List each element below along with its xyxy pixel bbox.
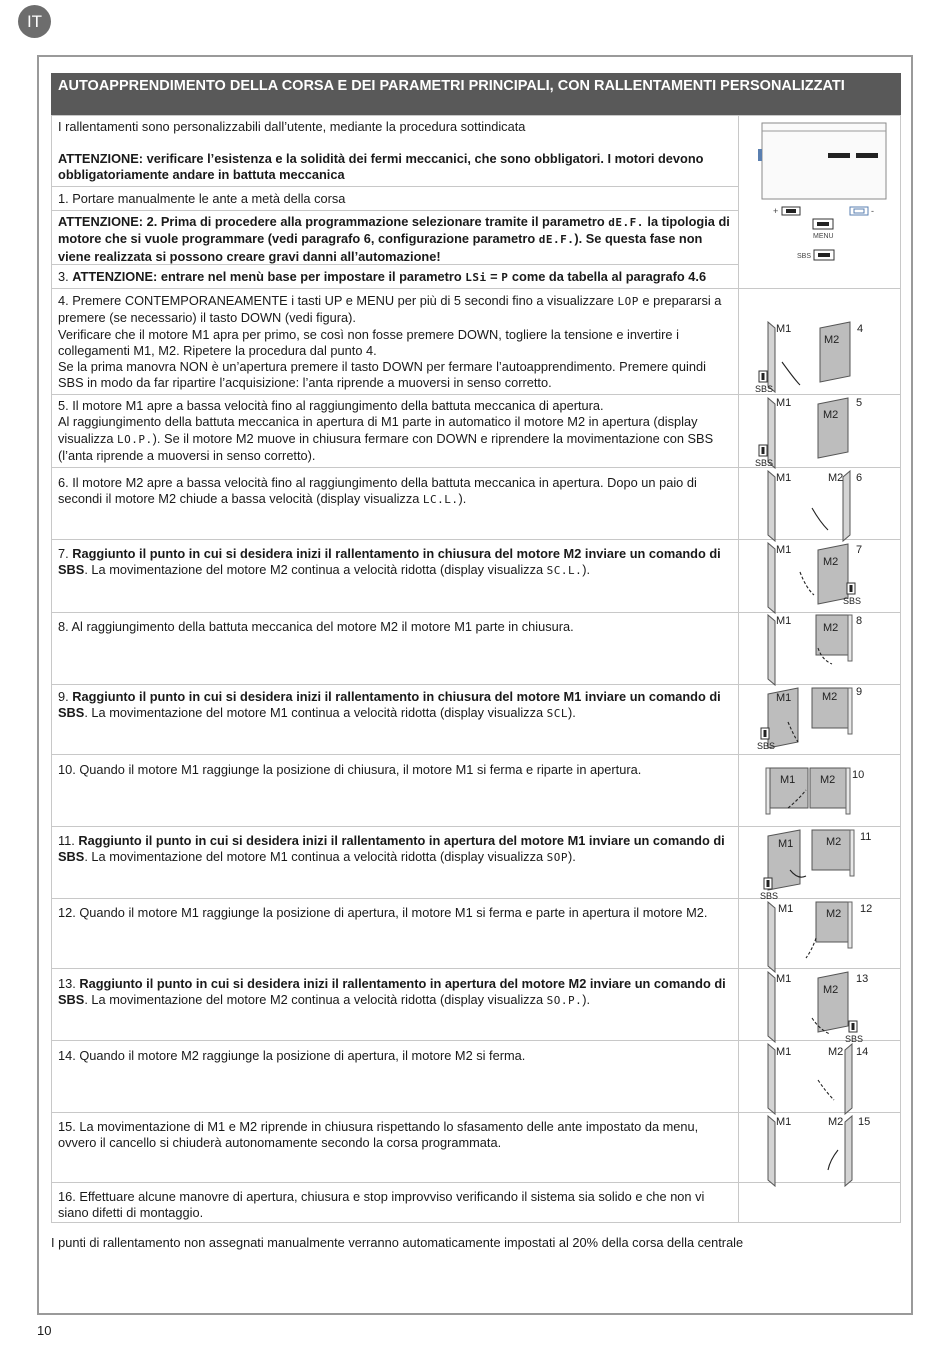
motor-label-m2: M2 (828, 1116, 844, 1128)
movement-arrow-icon (818, 1080, 834, 1100)
display-code: LOP (617, 295, 639, 308)
display-code: LSi (465, 271, 487, 284)
gate-leaf-moving (818, 398, 848, 458)
motor-label-m1: M1 (776, 397, 792, 409)
sbs-label: SBS (760, 891, 779, 901)
step-14: 14. Quando il motore M2 raggiunge la posizione di apertura, il motore M2 si ferma. (58, 1048, 526, 1063)
step-2: ATTENZIONE: 2. Prima di procedere alla programmazione selezionare tramite il parametro dE.F. la tipologia di motore che si vuole programmare (vedi paragrafo 6, configurazione parametro dE.F.). Se questa fase non viene realizzata si possono creare gravi danni all’automazione! (58, 214, 730, 264)
figure-number: 4 (857, 323, 864, 335)
step-16: 16. Effettuare alcune manovre di apertura, chiusura e stop improvviso verificando il sistema sia solido e che non vi siano difetti di montaggio. (58, 1189, 705, 1221)
step-9: 9. Raggiunto il punto in cui si desidera inizi il rallentamento in chiusura del motore M1 inviare un comando di SBS. La movimentazione del motore M1 continua a velocità ridotta (display visualizza SCL). (58, 689, 721, 721)
gate-leaf-open (768, 322, 775, 392)
motor-label-m1: M1 (776, 1116, 792, 1128)
movement-arrow-icon (782, 362, 800, 385)
motor-label-m2: M2 (823, 409, 839, 421)
movement-arrow-icon (828, 1150, 838, 1170)
sbs-button-icon (850, 585, 853, 592)
figure-number: 10 (852, 769, 865, 781)
display-code: SO.P. (546, 994, 583, 1008)
motor-label-m2: M2 (828, 472, 844, 484)
motor-label-m2: M2 (824, 334, 840, 346)
section-title: AUTOAPPRENDIMENTO DELLA CORSA E DEI PARAMETRI PRINCIPALI, CON RALLENTAMENTI PERSONALIZZATI (51, 73, 901, 115)
gate-post (848, 615, 852, 661)
step-13: 13. Raggiunto il punto in cui si desidera inizi il rallentamento in apertura del motore M2 inviare un comando di SBS. La movimentazione del motore M2 continua a velocità ridotta (display visualizza SO.P.). (58, 976, 726, 1008)
page-number: 10 (37, 1323, 52, 1338)
motor-label-m1: M1 (776, 544, 792, 556)
motor-label-m1: M1 (776, 472, 792, 484)
warning-text: ATTENZIONE: verificare l’esistenza e la solidità dei fermi meccanici, che sono obbligatori. I motori devono obbligatoriamente andare in battuta meccanica (58, 151, 704, 183)
footer-note: I punti di rallentamento non assegnati manualmente verranno automaticamente impostati al 20% della corsa della centrale (51, 1235, 744, 1250)
gate-post (848, 902, 852, 948)
figure-number: 13 (856, 973, 869, 985)
step-12: 12. Quando il motore M1 raggiunge la posizione di apertura, il motore M1 si ferma e parte in apertura il motore M2. (58, 905, 708, 920)
step-6: 6. Il motore M2 apre a bassa velocità fino al raggiungimento della battuta meccanica in apertura. Dopo un paio di secondi il motore M2 chiude a bassa velocità (display visualizza LC.L.). (58, 475, 697, 507)
figure-number: 14 (856, 1046, 869, 1058)
gate-leaf-open (845, 1116, 852, 1186)
step-4: 4. Premere CONTEMPORANEAMENTE i tasti UP e MENU per più di 5 secondi fino a visualizzare LOP e prepararsi a premere (se necessario) il tasto DOWN (vedi figura). Verificare che il motore M1 apra per primo, se così non fosse premere DOWN, togliere la tensione e invertire i collegamenti M1, M2. Ripetere la procedura dal punto 4. Se la prima manovra NON è un’apertura premere il tasto DOWN per fermare l’autoapprendimento. Premere quindi SBS in modo da far ripartire l’acquisizione: l’anta riprende a muoversi in senso corretto. (58, 293, 722, 391)
motor-label-m1: M1 (776, 692, 792, 704)
gate-leaf-open (768, 972, 775, 1042)
display-code: P (501, 271, 509, 284)
motor-label-m2: M2 (820, 774, 836, 786)
motor-label-m2: M2 (822, 691, 838, 703)
minus-label: - (871, 206, 874, 216)
gate-post (846, 768, 850, 814)
motor-label-m1: M1 (778, 838, 794, 850)
sbs-label: SBS (843, 596, 862, 606)
gate-post (850, 830, 854, 876)
gate-leaf-open (768, 1044, 775, 1114)
motor-label-m1: M1 (780, 774, 796, 786)
intro-text: I rallentamenti sono personalizzabili dall’utente, mediante la procedura sottindicata (58, 119, 526, 134)
sbs-button-icon (764, 730, 767, 737)
sbs-label: SBS (757, 741, 776, 751)
motor-label-m2: M2 (823, 984, 839, 996)
movement-arrow-icon (800, 572, 814, 595)
sbs-button-icon (762, 373, 765, 380)
motor-label-m1: M1 (778, 903, 794, 915)
motor-label-m2: M2 (823, 622, 839, 634)
step-7: 7. Raggiunto il punto in cui si desidera inizi il rallentamento in chiusura del motore M2 inviare un comando di SBS. La movimentazione del motore M2 continua a velocità ridotta (display visualizza SC.L.). (58, 546, 721, 578)
step-1: 1. Portare manualmente le ante a metà della corsa (58, 191, 346, 206)
gate-leaf-open (768, 543, 775, 613)
sbs-label: SBS (797, 253, 812, 260)
gate-leaf-moving (820, 322, 850, 382)
display-code: LC.L. (422, 493, 459, 507)
step-15: 15. La movimentazione di M1 e M2 riprende in chiusura rispettando lo sfasamento delle ante impostato da menu, ovvero il cancello si chiuderà autonomamente secondo la corsa programmata. (58, 1119, 699, 1151)
sbs-label: SBS (755, 458, 774, 468)
motor-label-m2: M2 (826, 908, 842, 920)
gate-leaf-open (768, 902, 775, 972)
step-8: 8. Al raggiungimento della battuta meccanica del motore M2 il motore M1 parte in chiusura. (58, 619, 574, 634)
motor-label-m1: M1 (776, 323, 792, 335)
motor-label-m2: M2 (828, 1046, 844, 1058)
movement-arrow-icon (812, 508, 828, 530)
sbs-label: SBS (845, 1034, 864, 1044)
display-code: SCL (546, 707, 569, 721)
display-code: LO.P. (117, 432, 153, 446)
motor-label-m1: M1 (776, 1046, 792, 1058)
gate-leaf-open (768, 1116, 775, 1186)
gate-leaf-open (843, 471, 850, 541)
figure-number: 7 (856, 544, 863, 556)
figure-number: 8 (856, 615, 863, 627)
gate-leaf-closed (816, 615, 848, 655)
figure-number: 9 (856, 686, 863, 698)
gate-leaf-open (768, 471, 775, 541)
gate-leaf-moving (818, 544, 848, 604)
menu-label: MENU (813, 233, 834, 240)
figure-number: 5 (856, 397, 863, 409)
plus-label: + (773, 206, 779, 216)
motor-label-m1: M1 (776, 615, 792, 627)
motor-label-m2: M2 (823, 556, 839, 568)
step-10: 10. Quando il motore M1 raggiunge la posizione di chiusura, il motore M1 si ferma e riparte in apertura. (58, 762, 642, 777)
gate-leaf-open (845, 1044, 852, 1114)
display-code: dE.F. (538, 233, 575, 247)
display-code: SOP (546, 851, 569, 865)
sbs-button-icon (852, 1023, 855, 1030)
figure-number: 11 (860, 831, 872, 843)
figure-number: 6 (856, 472, 863, 484)
motor-label-m1: M1 (776, 973, 792, 985)
figure-number: 15 (858, 1116, 871, 1128)
display-code: dE.F. (608, 216, 644, 229)
gate-post (766, 768, 770, 814)
gate-post (848, 688, 852, 734)
sbs-button-icon (767, 880, 770, 887)
step-5: 5. Il motore M1 apre a bassa velocità fino al raggiungimento della battuta meccanica di apertura. Al raggiungimento della battuta meccanica in apertura di M1 parte in automatico il motore M2 in apertura (display visualizza LO.P.). Se il motore M2 muove in chiusura fermare con DOWN e riprendere la movimentazione con SBS (l’anta riprende a muoversi in senso corretto). (58, 398, 714, 463)
display-code: SC.L. (546, 564, 583, 578)
gate-leaf-open (768, 615, 775, 685)
figure-number: 12 (860, 903, 873, 915)
language-badge: IT (18, 5, 51, 38)
sbs-button-icon (762, 447, 765, 454)
step-3: 3. ATTENZIONE: entrare nel menù base per impostare il parametro LSi = P come da tabella al paragrafo 4.6 (58, 269, 707, 284)
sbs-label: SBS (755, 384, 774, 394)
gate-leaf-moving (818, 972, 848, 1032)
movement-arrow-icon (806, 938, 816, 958)
motor-label-m2: M2 (826, 836, 842, 848)
step-11: 11. Raggiunto il punto in cui si desidera inizi il rallentamento in apertura del motore M1 inviare un comando di SBS. La movimentazione del motore M1 continua a velocità ridotta (display visualizza SOP). (58, 833, 725, 865)
